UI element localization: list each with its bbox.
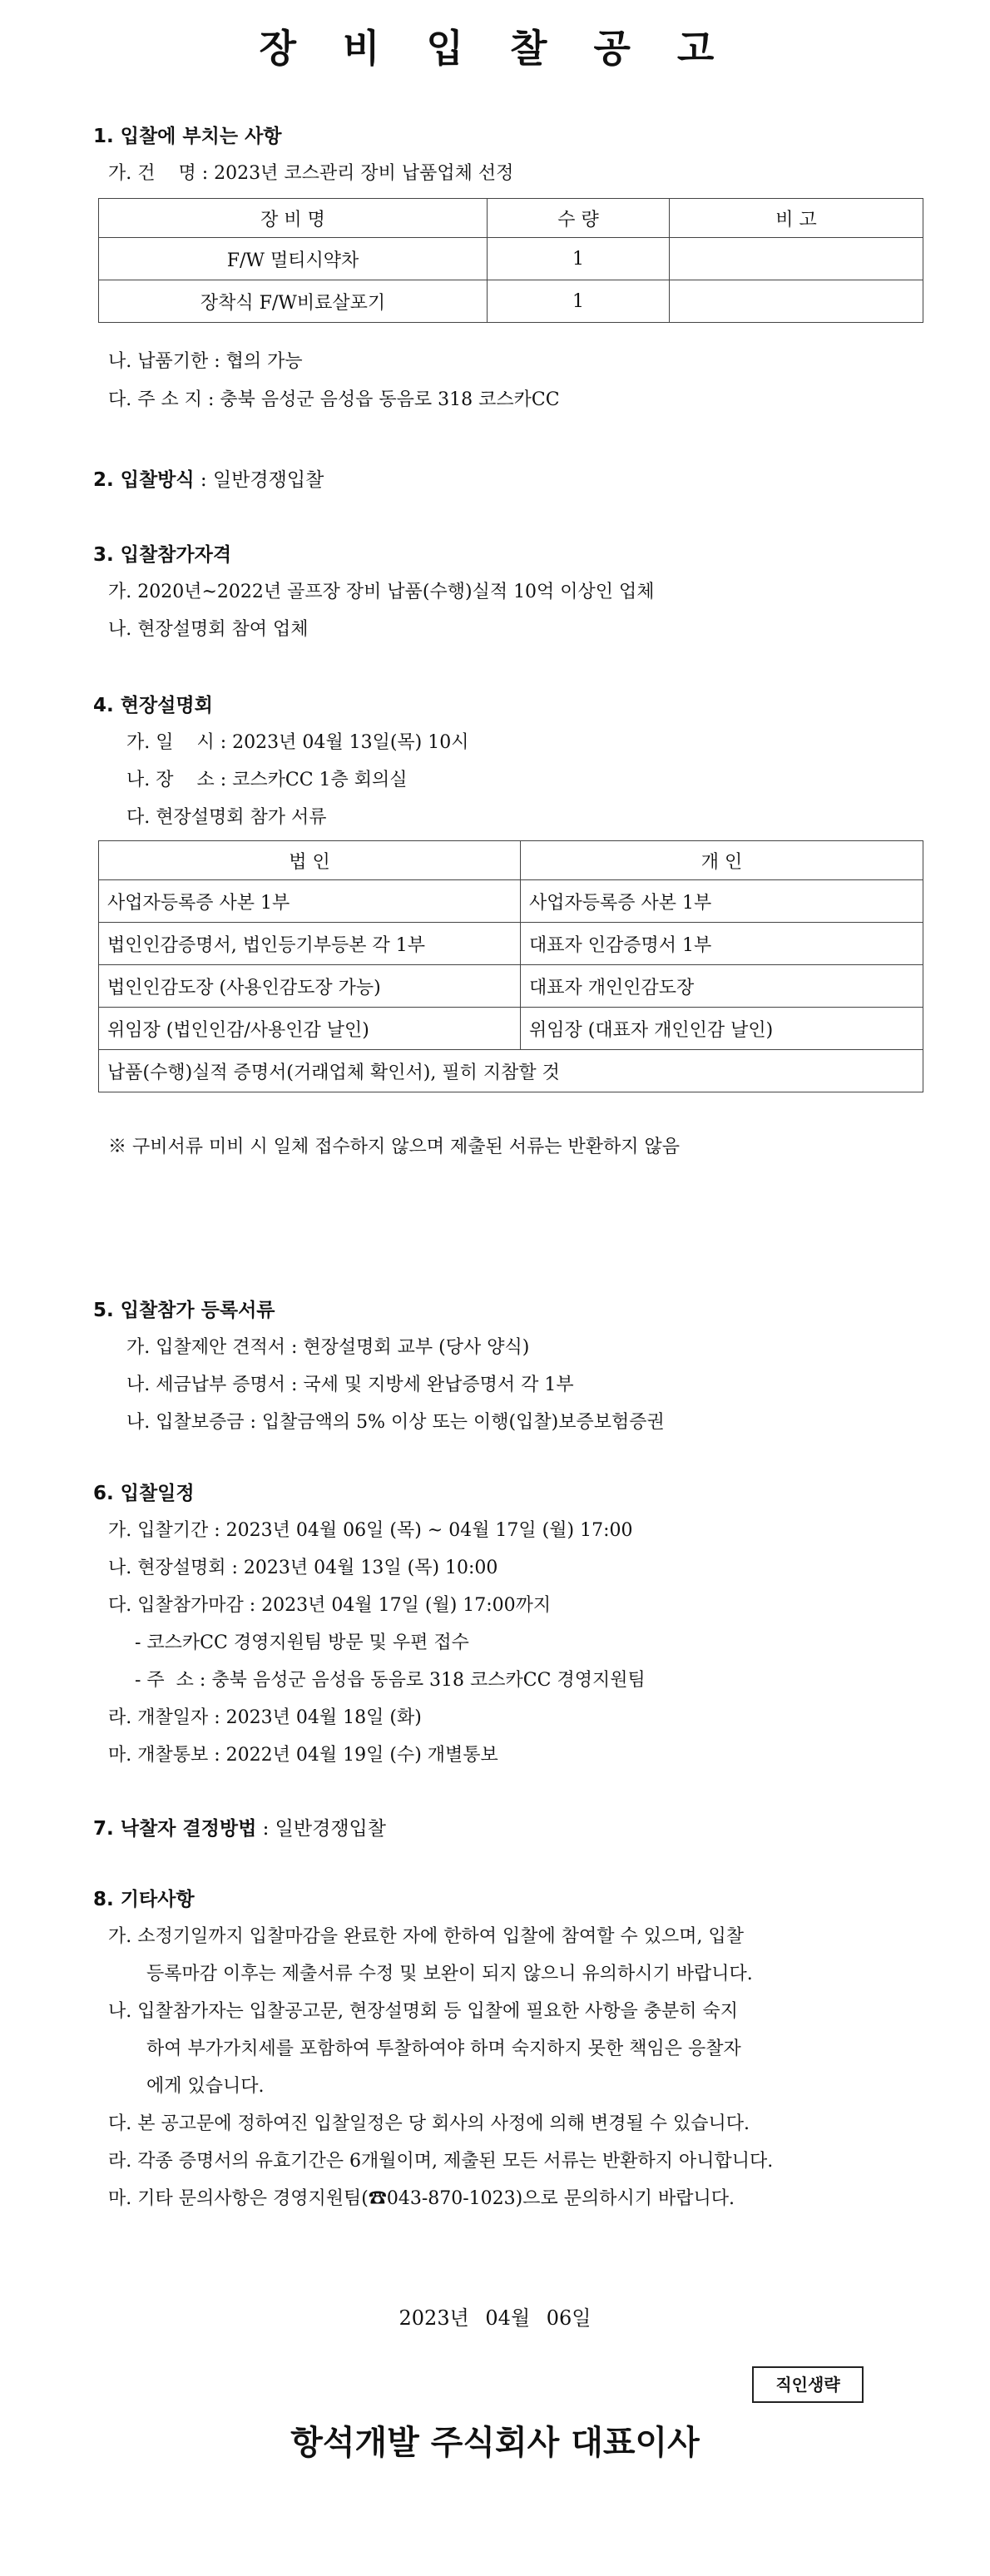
table-header-row — [99, 199, 923, 238]
header-individual: 개 인 — [521, 841, 923, 880]
schedule-subitem: - 주 소 : 충북 음성군 음성읍 동음로 318 코스카CC 경영지원팀 — [135, 1670, 646, 1691]
equipment-note — [670, 280, 923, 323]
performance-certificate-note: 납품(수행)실적 증명서(거래업체 확인서), 필히 지참할 것 — [99, 1050, 923, 1092]
equipment-qty: 1 — [488, 280, 670, 323]
table-footer-row — [99, 1050, 923, 1092]
company-signature: 항석개발 주식회사 대표이사 — [290, 2424, 700, 2462]
corporation-doc: 사업자등록증 사본 1부 — [99, 880, 521, 923]
table-header-row — [99, 841, 923, 880]
project-name: 가. 건 명 : 2023년 코스관리 장비 납품업체 선정 — [108, 163, 514, 184]
registration-doc: 나. 세금납부 증명서 : 국세 및 지방세 완납증명서 각 1부 — [126, 1375, 574, 1395]
schedule-item: 가. 입찰기간 : 2023년 04월 06일 (목) ~ 04월 17일 (월) 17:00 — [108, 1520, 633, 1541]
table-row — [99, 965, 923, 1008]
table-row — [99, 880, 923, 923]
documents-warning: ※ 구비서류 미비 시 일체 접수하지 않으며 제출된 서류는 반환하지 않음 — [108, 1137, 680, 1157]
briefing-documents-label: 다. 현장설명회 참가 서류 — [126, 807, 327, 828]
table-row — [99, 238, 923, 280]
section-7-value: : 일반경쟁입찰 — [256, 1818, 386, 1840]
notice-line: 다. 본 공고문에 정하여진 입찰일정은 당 회사의 사정에 의해 변경될 수 있습니다. — [108, 2113, 750, 2134]
briefing-datetime: 가. 일 시 : 2023년 04월 13일(목) 10시 — [126, 732, 469, 753]
documents-table — [98, 840, 923, 1092]
section-5-heading: 5. 입찰참가 등록서류 — [93, 1300, 275, 1321]
section-2-value: : 일반경쟁입찰 — [194, 469, 324, 491]
individual-doc: 대표자 개인인감도장 — [521, 965, 923, 1008]
notice-line: 에게 있습니다. — [146, 2076, 265, 2097]
schedule-item: 라. 개찰일자 : 2023년 04월 18일 (화) — [108, 1707, 422, 1728]
registration-doc: 가. 입찰제안 견적서 : 현장설명회 교부 (당사 양식) — [126, 1337, 530, 1358]
section-7-title: 7. 낙찰자 결정방법 — [93, 1818, 257, 1840]
header-quantity: 수 량 — [488, 199, 670, 238]
equipment-name: F/W 멀티시약차 — [99, 238, 488, 280]
individual-doc: 위임장 (대표자 개인인감 날인) — [521, 1008, 923, 1050]
notice-line: 라. 각종 증명서의 유효기간은 6개월이며, 제출된 모든 서류는 반환하지 아니합니다. — [108, 2151, 774, 2172]
schedule-subitem: - 코스카CC 경영지원팀 방문 및 우편 접수 — [135, 1632, 469, 1653]
section-6-heading: 6. 입찰일정 — [93, 1483, 195, 1504]
section-3-heading: 3. 입찰참가자격 — [93, 544, 232, 566]
corporation-doc: 법인인감증명서, 법인등기부등본 각 1부 — [99, 923, 521, 965]
table-row — [99, 923, 923, 965]
briefing-location: 나. 장 소 : 코스카CC 1층 회의실 — [126, 770, 408, 790]
individual-doc: 대표자 인감증명서 1부 — [521, 923, 923, 965]
header-note: 비 고 — [670, 199, 923, 238]
delivery-deadline: 나. 납품기한 : 협의 가능 — [108, 351, 303, 372]
equipment-note — [670, 238, 923, 280]
notice-line: 하여 부가가치세를 포함하여 투찰하여야 하며 숙지하지 못한 책임은 응찰자 — [146, 2039, 741, 2059]
section-1-heading: 1. 입찰에 부치는 사항 — [93, 126, 282, 147]
notice-line: 나. 입찰참가자는 입찰공고문, 현장설명회 등 입찰에 필요한 사항을 충분히 숙지 — [108, 2001, 738, 2022]
section-2-heading — [93, 468, 324, 493]
delivery-address: 다. 주 소 지 : 충북 음성군 음성읍 동음로 318 코스카CC — [108, 389, 560, 410]
section-4-heading: 4. 현장설명회 — [93, 695, 213, 716]
notice-line: 가. 소정기일까지 입찰마감을 완료한 자에 한하여 입찰에 참여할 수 있으며, 입찰 — [108, 1926, 744, 1947]
qualification-item: 나. 현장설명회 참여 업체 — [108, 619, 309, 640]
page-title: 장 비 입 찰 공 고 — [259, 26, 731, 71]
announcement-date: 2023년 04월 06일 — [398, 2306, 592, 2330]
corporation-doc: 법인인감도장 (사용인감도장 가능) — [99, 965, 521, 1008]
section-2-title: 2. 입찰방식 — [93, 469, 195, 491]
table-row — [99, 1008, 923, 1050]
schedule-item: 다. 입찰참가마감 : 2023년 04월 17일 (월) 17:00까지 — [108, 1595, 552, 1616]
qualification-item: 가. 2020년~2022년 골프장 장비 납품(수행)실적 10억 이상인 업체 — [108, 582, 655, 602]
equipment-table — [98, 198, 923, 323]
section-7-heading — [93, 1816, 386, 1841]
schedule-item: 나. 현장설명회 : 2023년 04월 13일 (목) 10:00 — [108, 1558, 498, 1578]
table-row — [99, 280, 923, 323]
header-equipment: 장 비 명 — [99, 199, 488, 238]
equipment-qty: 1 — [488, 238, 670, 280]
individual-doc: 사업자등록증 사본 1부 — [521, 880, 923, 923]
notice-line: 등록마감 이후는 제출서류 수정 및 보완이 되지 않으니 유의하시기 바랍니다. — [146, 1964, 753, 1984]
notice-line: 마. 기타 문의사항은 경영지원팀(☎043-870-1023)으로 문의하시기 바랍니다. — [108, 2188, 735, 2209]
header-corporation: 법 인 — [99, 841, 521, 880]
equipment-name: 장착식 F/W비료살포기 — [99, 280, 488, 323]
seal-omitted-stamp: 직인생략 — [752, 2366, 864, 2403]
schedule-item: 마. 개찰통보 : 2022년 04월 19일 (수) 개별통보 — [108, 1745, 498, 1766]
section-8-heading: 8. 기타사항 — [93, 1889, 195, 1910]
corporation-doc: 위임장 (법인인감/사용인감 날인) — [99, 1008, 521, 1050]
registration-doc: 나. 입찰보증금 : 입찰금액의 5% 이상 또는 이행(입찰)보증보험증권 — [126, 1412, 665, 1433]
